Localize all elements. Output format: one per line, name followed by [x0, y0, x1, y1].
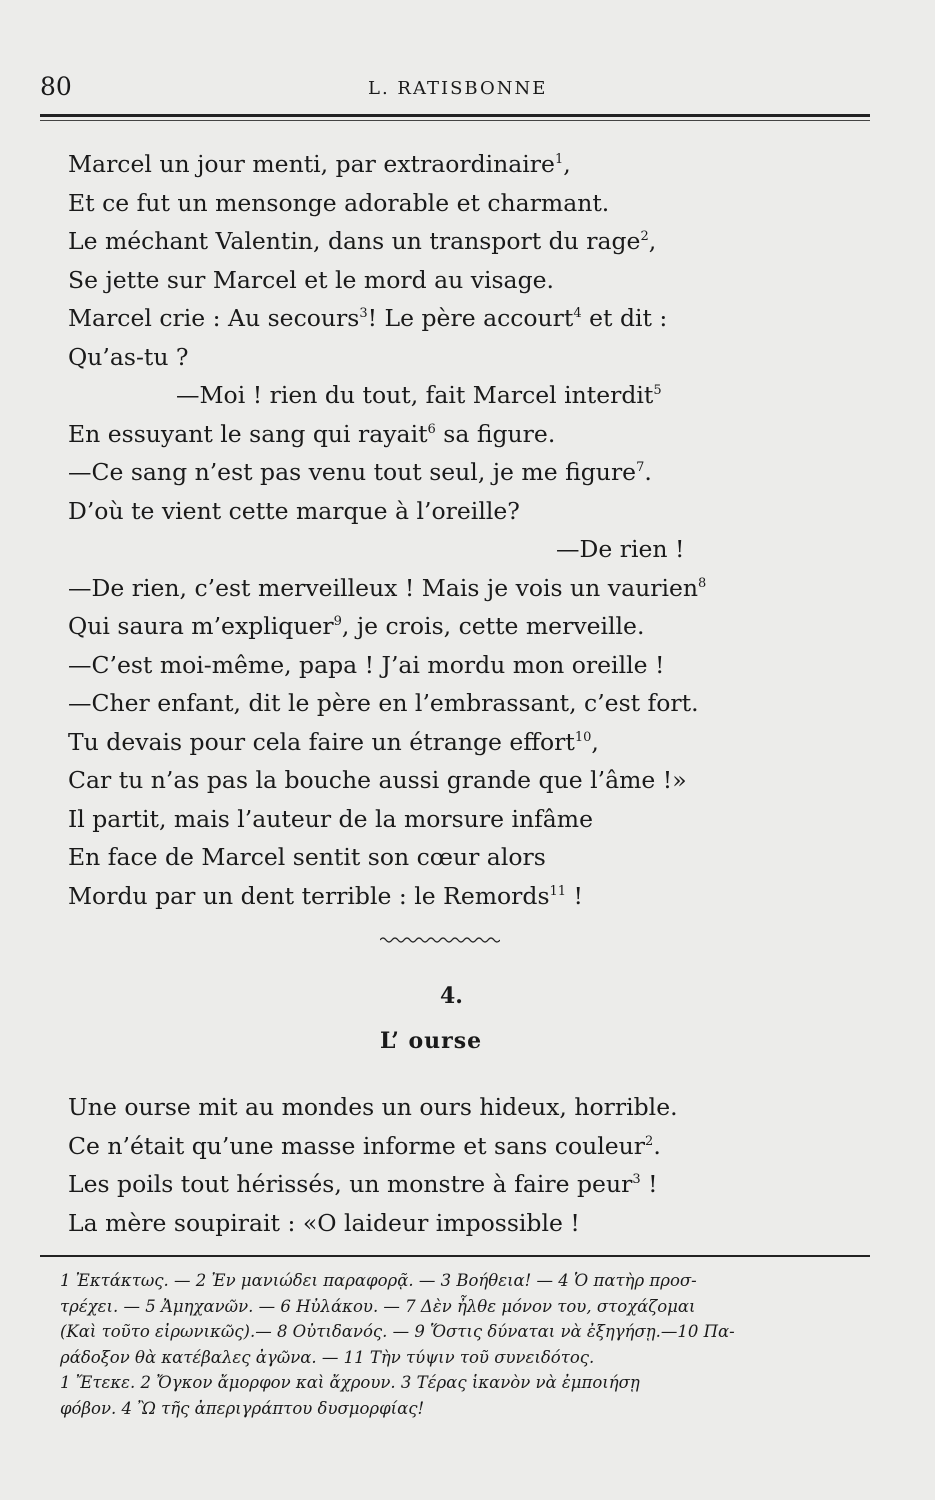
verse-line: [68, 415, 706, 454]
verse-text: ,: [648, 227, 657, 255]
verse-text: —De rien, c’est merveilleux ! Mais je vois un vaurien: [68, 573, 699, 602]
verse-line: [68, 1204, 678, 1243]
verse-line: [68, 684, 706, 723]
verse-text: En face de Marcel sentit son cœur alors: [68, 843, 546, 871]
verse-text: .: [653, 1131, 661, 1160]
verse-text: La mère soupirait : «O laideur impossible !: [68, 1208, 580, 1237]
verse-text: Et ce fut un mensonge adorable et charmant.: [68, 188, 610, 217]
verse-text: En essuyant le sang qui rayait: [68, 419, 428, 448]
verse-text: ,: [563, 150, 571, 178]
footnote-marker: 11: [549, 883, 567, 899]
verse-text: .: [644, 458, 652, 486]
section-title: L’ ourse: [380, 1028, 483, 1054]
footnote-line: 1 Ἔτεκε. 2 Ὄγκον ἄμορφον καὶ ἄχρουν. 3 Τέρας ἱκανὸν νὰ ἐμποιήσῃ: [60, 1373, 640, 1392]
verse-line: [68, 877, 706, 916]
verse-line: [68, 800, 706, 839]
verse-line: [68, 530, 706, 569]
verse-text: Une ourse mit au mondes un ours hideux, horrible.: [68, 1093, 678, 1121]
section-number: 4.: [440, 983, 463, 1009]
verse-text: , je crois, cette merveille.: [341, 612, 645, 640]
verse-text: ,: [591, 727, 599, 756]
verse-text: Car tu n’as pas la bouche aussi grande que l’âme !»: [68, 766, 687, 794]
verse-text: Qu’as-tu ?: [68, 342, 189, 371]
verse-text: sa figure.: [435, 419, 556, 448]
verse-text: —De rien !: [556, 535, 685, 563]
footnote-marker: 4: [573, 306, 582, 321]
verse-line: [68, 1127, 678, 1166]
footnote-line: ράδοξον θὰ κατέβαλες ἀγῶνα. — 11 Τὴν τύψιν τοῦ συνειδότος.: [60, 1347, 595, 1367]
footnote-line: 1 Ἐκτάκτως. — 2 Ἐν μανιώδει παραφορᾷ. — 3 Βοήθεια! — 4 Ὁ πατὴρ προσ-: [60, 1271, 697, 1290]
verse-line: [68, 607, 706, 646]
verse-line: [68, 723, 706, 762]
footnote-line: (Καὶ τοῦτο εἰρωνικῶς).— 8 Οὐτιδανός. — 9 Ὅστις δύναται νὰ ἐξηγήσῃ.—10 Πα-: [60, 1322, 735, 1341]
verse-line: [68, 761, 706, 800]
verse-line: [68, 299, 706, 338]
footnote-marker: 2: [640, 229, 649, 244]
header-rule: [40, 114, 870, 117]
page-number: 80: [40, 72, 72, 101]
footnote-line: τρέχει. — 5 Ἀμηχανῶν. — 6 Ηὐλάκου. — 7 Δὲν ἦλθε μόνον του, στοχάζομαι: [60, 1296, 696, 1316]
verse-text: !: [640, 1170, 658, 1198]
verse-text: Le méchant Valentin, dans un transport du rage: [68, 227, 641, 255]
verse-line: [68, 569, 706, 608]
verse-text: D’où te vient cette marque à l’oreille?: [68, 496, 520, 525]
verse-line: [68, 145, 706, 184]
verse-text: —Cher enfant, dit le père en l’embrassant, c’est fort.: [68, 689, 699, 717]
verse-text: Marcel un jour menti, par extraordinaire: [68, 150, 555, 178]
verse-text: Se jette sur Marcel et le mord au visage.: [68, 265, 554, 294]
verse-text: —Moi ! rien du tout, fait Marcel interdit: [176, 381, 654, 409]
verse-line: [68, 646, 706, 685]
verse-line: [68, 184, 706, 223]
header-rule-thin: [40, 120, 870, 121]
verse-text: Il partit, mais l’auteur de la morsure infâme: [68, 804, 593, 833]
footnote-rule: [40, 1255, 870, 1257]
verse-line: [68, 1165, 678, 1204]
verse-text: —Ce sang n’est pas venu tout seul, je me figure: [68, 458, 637, 486]
verse-text: Qui saura m’expliquer: [68, 612, 334, 640]
footnote-line: φόβον. 4 Ὢ τῆς ἀπεριγράπτου δυσμορφίας!: [60, 1398, 425, 1418]
verse-line: [68, 261, 706, 300]
footnote-marker: 3: [632, 1172, 641, 1187]
verse-line: [68, 492, 706, 531]
verse-text: Ce n’était qu’une masse informe et sans couleur: [68, 1131, 646, 1160]
poem-ourse: [68, 1088, 678, 1242]
verse-line: [68, 376, 706, 415]
footnote-marker: 5: [653, 383, 662, 398]
poem-marcel: [68, 145, 706, 915]
footnote-marker: 7: [636, 460, 645, 475]
verse-text: ! Le père accourt: [367, 304, 574, 332]
verse-line: [68, 338, 706, 377]
verse-text: Tu devais pour cela faire un étrange effort: [68, 727, 575, 756]
section-divider-ornament: [380, 935, 500, 945]
verse-line: [68, 838, 706, 877]
verse-text: et dit :: [581, 304, 668, 332]
running-head: L. RATISBONNE: [368, 78, 548, 99]
verse-line: [68, 222, 706, 261]
footnotes: [60, 1268, 875, 1421]
footnote-marker: 3: [359, 306, 368, 321]
verse-text: Mordu par un dent terrible : le Remords: [68, 881, 550, 910]
footnote-marker: 2: [645, 1133, 654, 1149]
verse-text: !: [566, 881, 583, 910]
footnote-marker: 8: [698, 575, 707, 591]
page-header: [40, 72, 870, 106]
footnote-marker: 6: [427, 421, 436, 437]
footnote-marker: 1: [554, 152, 564, 167]
verse-line: [68, 453, 706, 492]
verse-text: Les poils tout hérissés, un monstre à faire peur: [68, 1170, 633, 1198]
verse-text: Marcel crie : Au secours: [68, 304, 360, 332]
verse-line: [68, 1088, 678, 1127]
footnote-marker: 10: [574, 729, 592, 745]
footnote-marker: 9: [333, 614, 342, 629]
verse-text: —C’est moi-même, papa ! J’ai mordu mon oreille !: [68, 650, 665, 679]
